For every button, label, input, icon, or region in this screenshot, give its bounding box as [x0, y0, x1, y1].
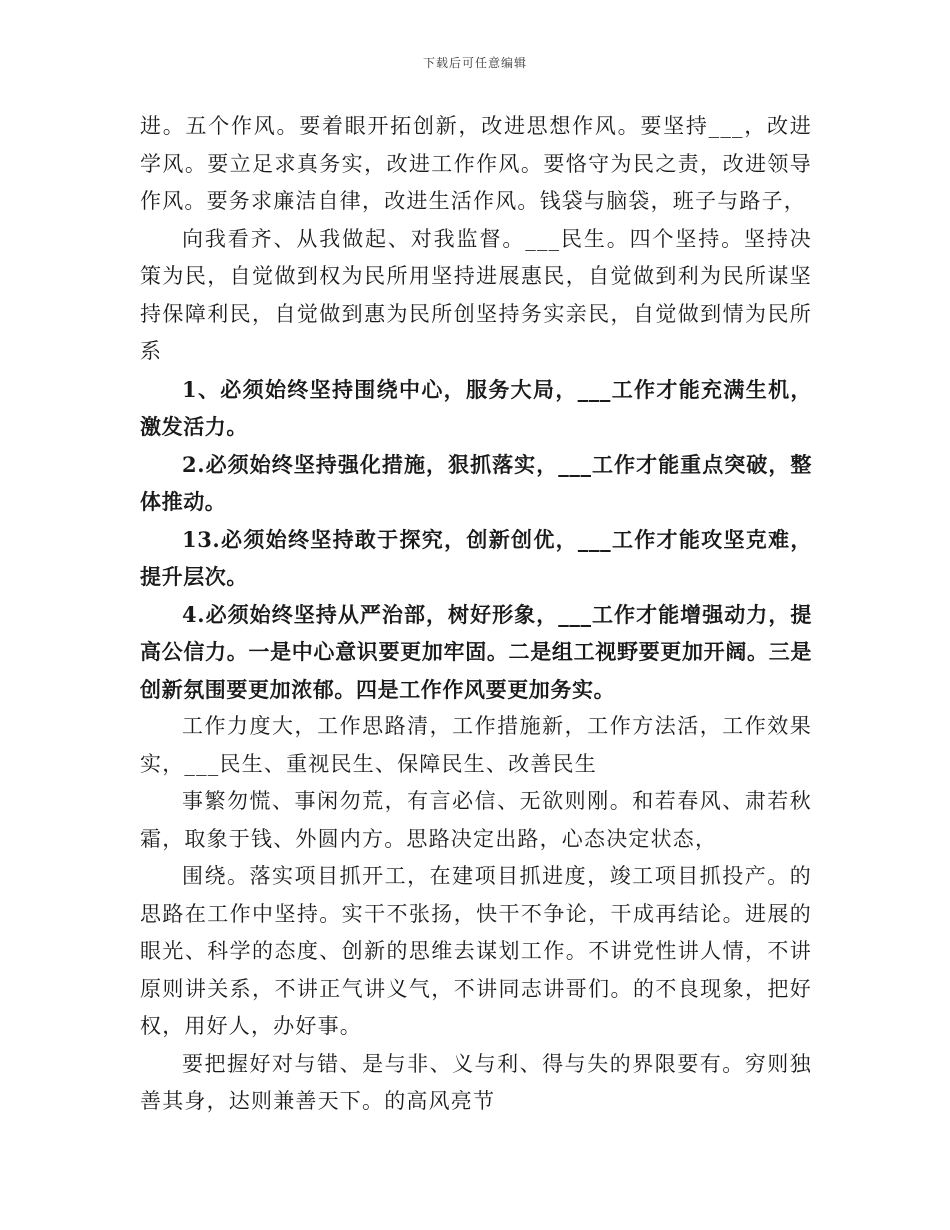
page-header: 下载后可任意编辑 — [422, 56, 527, 70]
paragraph-projects: 围绕。落实项目抓开工，在建项目抓进度，竣工项目抓投产。的思路在工作中坚持。实干不张扬，快干不争论，干成再结论。进展的眼光、科学的态度、创新的思维去谋划工作。不讲党性讲人情，不讲原则讲关系，不讲正气讲义气，不讲同志讲哥们。的不良现象，把好权，用好人，办好事。 — [140, 864, 812, 1038]
document-body — [140, 108, 812, 1121]
paragraph-four-adherences: 向我看齐、从我做起、对我监督。___民生。四个坚持。坚持决策为民，自觉做到权为民所用坚持进展惠民，自觉做到利为民所谋坚持保障利民，自觉做到惠为民所创坚持务实亲民，自觉做到情为民所系 — [140, 226, 812, 363]
paragraph-mindset: 事繁勿慌、事闲勿荒，有言必信、无欲则刚。和若春风、肃若秋霜，取象于钱、外圆内方。思路决定出路，心态决定状态， — [140, 789, 812, 851]
paragraph-point-1: 1、必须始终坚持围绕中心，服务大局，___工作才能充满生机，激发活力。 — [140, 376, 812, 439]
paragraph-work-effort: 工作力度大，工作思路清，工作措施新，工作方法活，工作效果实，___民生、重视民生、保障民生、改善民生 — [140, 714, 812, 776]
paragraph-point-13: 13.必须始终坚持敢于探究，创新创优，___工作才能攻坚克难，提升层次。 — [140, 526, 812, 589]
paragraph-five-styles: 进。五个作风。要着眼开拓创新，改进思想作风。要坚持___，改进学风。要立足求真务实，改进工作作风。要恪守为民之责，改进领导作风。要务求廉洁自律，改进生活作风。钱袋与脑袋，班子与路子， — [140, 114, 812, 213]
paragraph-point-4: 4.必须始终坚持从严治部，树好形象，___工作才能增强动力，提高公信力。一是中心意识要更加牢固。二是组工视野要更加开阔。三是创新氛围要更加浓郁。四是工作作风要更加务实。 — [140, 601, 812, 702]
paragraph-point-2: 2.必须始终坚持强化措施，狠抓落实，___工作才能重点突破，整体推动。 — [140, 451, 812, 514]
paragraph-principles: 要把握好对与错、是与非、义与利、得与失的界限要有。穷则独善其身，达则兼善天下。的高风亮节 — [140, 1051, 812, 1113]
